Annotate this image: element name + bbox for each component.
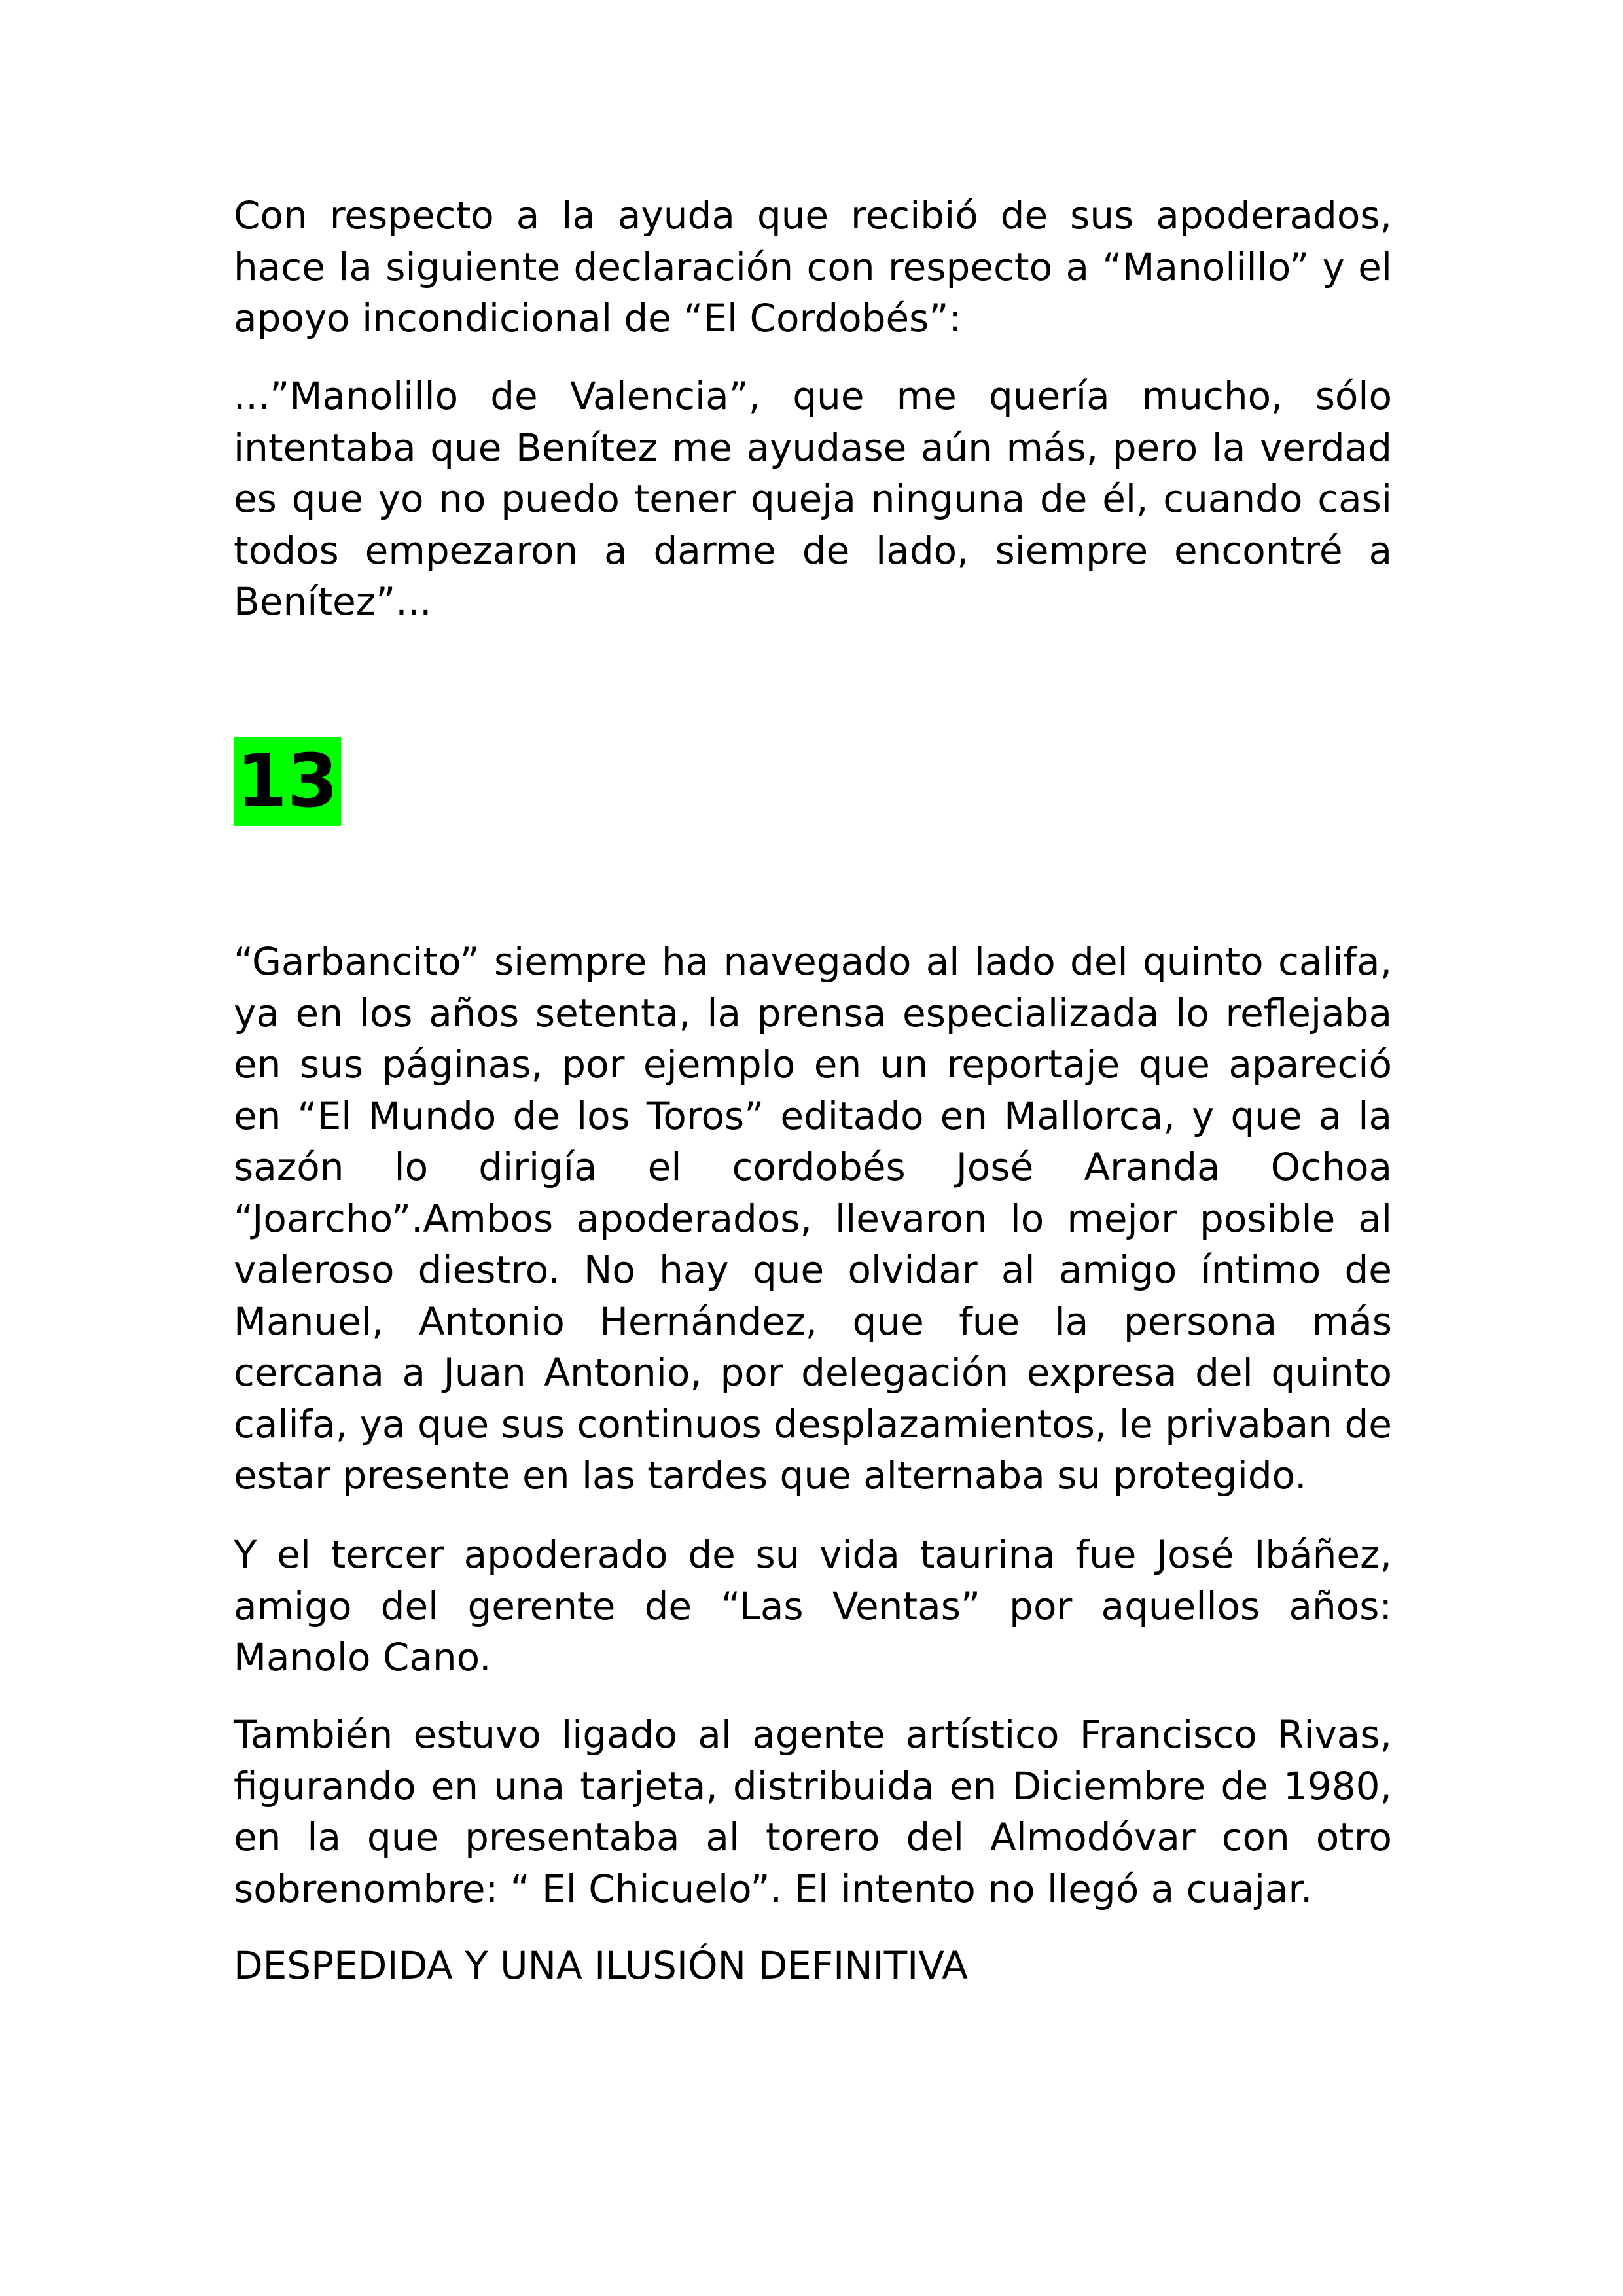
chapter-number: 13 bbox=[234, 737, 341, 826]
paragraph-garbancito: “Garbancito” siempre ha navegado al lado del quinto califa, ya en los años setenta, la prensa especializada lo reflejaba en sus páginas, por ejemplo en un reportaje que apareció en “El Mundo de los Toros” editado en Mallorca, y que a la sazón lo dirigía el cordobés José Aranda Ochoa “Joarcho”.Ambos apoderados, llevaron lo mejor posible al valeroso diestro. No hay que olvidar al amigo íntimo de Manuel, Antonio Hernández, que fue la persona más cercana a Juan Antonio, por delegación expresa del quinto califa, ya que sus continuos desplazamientos, le privaban de estar presente en las tardes que alternaba su protegido. bbox=[234, 939, 1392, 1498]
paragraph-apoderados-intro: Con respecto a la ayuda que recibió de sus apoderados, hace la siguiente declaración con respecto a “Manolillo” y el apoyo incondicional de “El Cordobés”: bbox=[234, 193, 1392, 340]
section-heading-despedida: DESPEDIDA Y UNA ILUSIÓN DEFINITIVA bbox=[234, 1943, 968, 1988]
paragraph-tercer-apoderado: Y el tercer apoderado de su vida taurina fue José Ibáñez, amigo del gerente de “Las Ventas” por aquellos años: Manolo Cano. bbox=[234, 1532, 1392, 1679]
paragraph-francisco-rivas: También estuvo ligado al agente artístico Francisco Rivas, figurando en una tarjeta, distribuida en Diciembre de 1980, en la que presentaba al torero del Almodóvar con otro sobrenombre: “ El Chicuelo”. El intento no llegó a cuajar. bbox=[234, 1712, 1392, 1911]
paragraph-quote-manolillo: ...”Manolillo de Valencia”, que me quería mucho, sólo intentaba que Benítez me ayudase aún más, pero la verdad es que yo no puedo tener queja ninguna de él, cuando casi todos empezaron a darme de lado, siempre encontré a Benítez”... bbox=[234, 374, 1392, 624]
